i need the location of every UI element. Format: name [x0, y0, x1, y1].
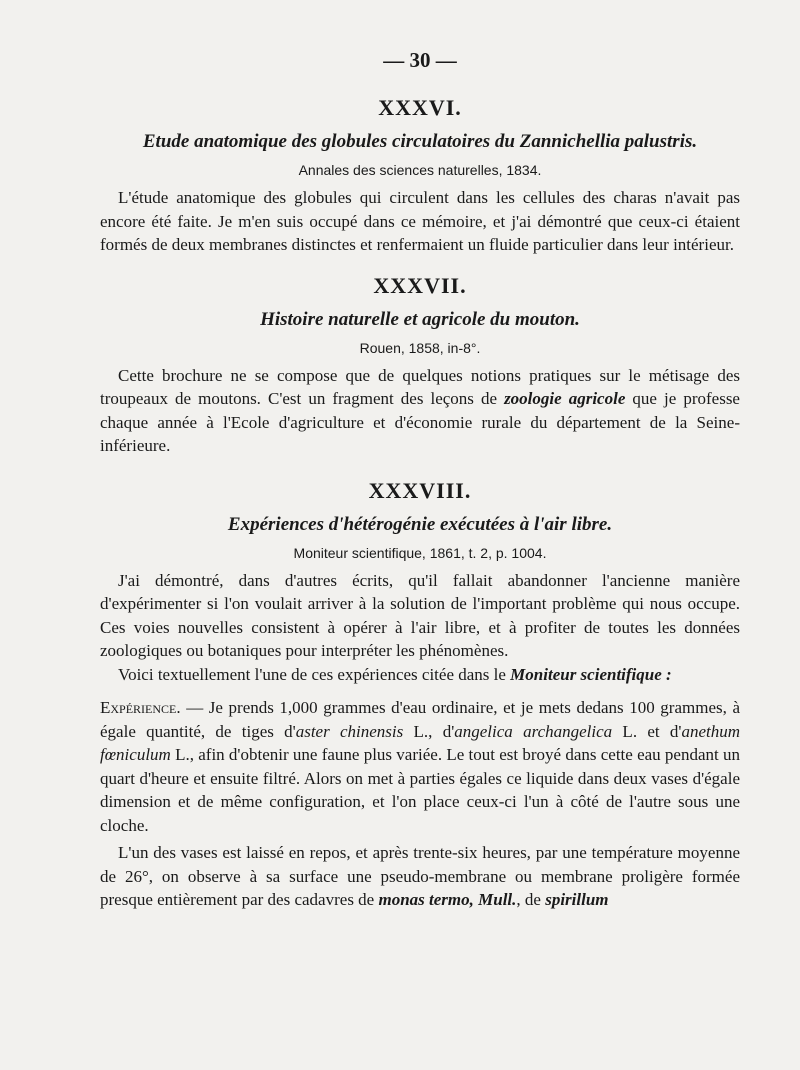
section-number: XXXVI. — [378, 95, 462, 120]
paragraph — [100, 364, 740, 458]
text-run: , de — [516, 890, 546, 909]
paragraph — [100, 841, 740, 912]
text-run: Cette brochure ne se compose que de quelques notions pratiques sur le métisage des troupeaux de moutons. C'est un fragment des leçons de — [100, 365, 740, 408]
italic-term: zoologie agricole — [504, 389, 626, 408]
small-caps-heading: Expérience. — [100, 698, 181, 717]
italic-term: anethum fœniculum — [100, 721, 740, 764]
section-xxxvii — [100, 273, 740, 458]
italic-term: Moniteur scientifique : — [510, 664, 672, 684]
italic-term: monas termo, Mull. — [378, 890, 517, 909]
paragraph — [100, 663, 740, 687]
section-number: XXXVII. — [373, 272, 467, 298]
page — [100, 48, 740, 912]
text-run: L., d' — [403, 721, 455, 741]
section-xxxviii — [100, 478, 740, 912]
paragraph: L'étude anatomique des globules qui circulent dans les cellules des charas n'avait pas encore été faite. Je m'en suis occupé dans ce mémoire, et j'ai démontré que ceux-ci étaient formés de deux membranes distinctes et renfermaient un fluide particulier dans leur intérieur. — [100, 188, 740, 254]
italic-term: aster chinensis — [295, 721, 404, 741]
section-xxxvi — [100, 95, 740, 257]
section-number: XXXVIII. — [368, 477, 472, 503]
section-reference: Moniteur scientifique, 1861, t. 2, p. 1004. — [293, 544, 547, 561]
text-run: que je professe chaque année à l'Ecole d'agriculture et d'économie rurale du département de la Seine-inférieure. — [100, 389, 740, 455]
italic-term: angelica archangelica — [454, 721, 613, 741]
text-run: L. et d' — [612, 721, 682, 741]
text-run: — Je prends 1,000 grammes d'eau ordinaire, et je mets dedans 100 grammes, à égale quantité, de tiges d' — [100, 698, 740, 741]
text-run: Voici textuellement l'une de ces expériences citée dans le — [118, 664, 511, 684]
section-title: Expériences d'hétérogénie exécutées à l'air libre. — [227, 513, 613, 535]
italic-term: spirillum — [545, 890, 609, 909]
section-title: Etude anatomique des globules circulatoires du Zannichellia palustris. — [142, 131, 698, 152]
paragraph: J'ai démontré, dans d'autres écrits, qu'il fallait abandonner l'ancienne manière d'expérimenter si l'on voulait arriver à la solution de l'important problème qui nous occupe. Ces voies nouvelles consistent à opérer à l'air libre, et à profiter de toutes les données zoologiques ou botaniques pour interpréter les phénomènes. — [100, 570, 740, 660]
paragraph — [100, 696, 740, 837]
section-reference: Rouen, 1858, in-8°. — [359, 339, 481, 356]
section-title: Histoire naturelle et agricole du mouton. — [260, 308, 580, 330]
section-reference: Annales des sciences naturelles, 1834. — [298, 162, 542, 178]
text-run: L., afin d'obtenir une faune plus variée. Le tout est broyé dans cette eau pendant un quart d'heure et ensuite filtré. Alors on met à parties égales ce liquide dans deux vases d'égale dimension et de même configuration, et l'on place ceux-ci l'un à côté de l'autre sous une cloche. — [100, 745, 740, 835]
page-number: — 30 — — [383, 48, 457, 72]
text-run: L'un des vases est laissé en repos, et après trente-six heures, par une température moyenne de 26°, on observe à sa surface une pseudo-membrane ou membrane proligère formée presque entièrement par des cadavres de — [100, 843, 740, 909]
